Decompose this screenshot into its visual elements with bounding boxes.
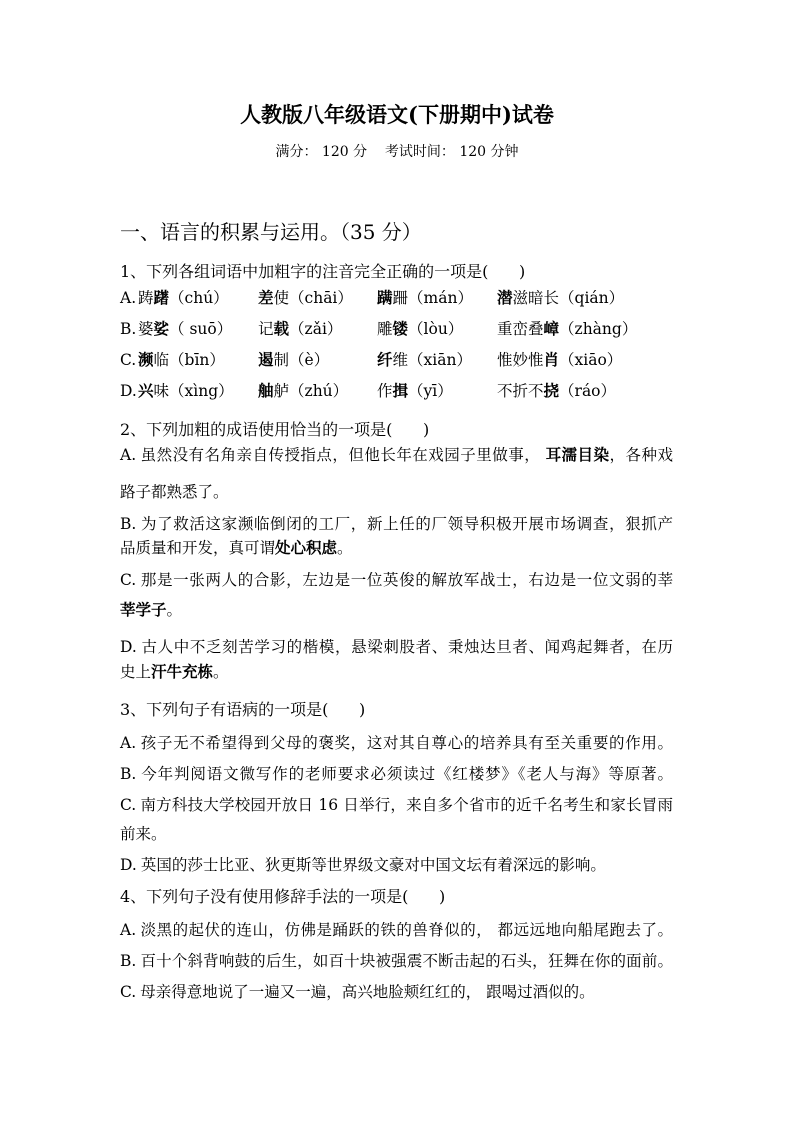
- option-label: C.: [120, 796, 137, 814]
- pinyin: （mán）: [408, 289, 473, 307]
- pinyin: （lòu）: [408, 320, 464, 338]
- question-1-option-a: [0, 287, 794, 309]
- question-4-option-b: [120, 950, 673, 972]
- option-text: ，各种戏: [609, 446, 673, 464]
- question-2-option-b-line-1: [120, 513, 673, 535]
- bold-character: 舳: [258, 381, 274, 400]
- pinyin: （ suō）: [169, 320, 233, 338]
- pinyin: （xiān）: [408, 351, 472, 369]
- option-text: 。: [166, 601, 183, 619]
- pinyin: （bīn）: [169, 351, 225, 369]
- bold-idiom: 汗牛充栋: [151, 662, 214, 681]
- question-3-stem: 3、下列句子有语病的一项是( ): [120, 700, 366, 719]
- pinyin: （xìng）: [169, 382, 234, 400]
- question-3-option-a: [120, 732, 673, 754]
- word-text: 临: [153, 351, 170, 369]
- word-text: 制: [273, 351, 290, 369]
- word-text: 舻: [273, 382, 290, 400]
- question-2-option-d-line-2: [120, 661, 229, 683]
- question-4-option-c: [120, 981, 595, 1003]
- question-2-option-a-line-2: 路子都熟悉了。: [120, 483, 229, 501]
- word-text: 作: [377, 382, 393, 400]
- bold-character: 嶂: [543, 319, 560, 338]
- question-3-option-c-line-1: [120, 794, 673, 816]
- word-text: 不折不: [497, 382, 544, 400]
- option-word: [138, 318, 232, 340]
- option-label: C.: [120, 983, 137, 1001]
- pinyin: （zhú）: [289, 382, 349, 400]
- question-2-option-b-line-2: [120, 537, 353, 559]
- bold-character: 兴: [138, 381, 154, 400]
- option-word: [377, 287, 473, 309]
- question-2-option-c-line-2: [120, 599, 182, 621]
- option-text: 百十个斜背响鼓的后生，如百十块被强震不断击起的石头，狂舞在你的面前。: [140, 952, 673, 970]
- word-text: 维: [392, 351, 409, 369]
- question-4-option-a: [120, 919, 673, 941]
- bold-character: 遏: [258, 350, 274, 369]
- option-word: [258, 287, 353, 309]
- option-word: [377, 349, 472, 371]
- word-text: 踌: [138, 289, 154, 307]
- question-1-option-c: [0, 349, 794, 371]
- option-label: C.: [120, 571, 137, 589]
- option-text: 南方科技大学校园开放日 16 日举行，来自多个省市的近千名考生和家长冒雨: [140, 796, 673, 814]
- exam-subtitle: 满分： 120 分 考试时间： 120 分钟: [275, 144, 519, 160]
- bold-character: 挠: [543, 381, 560, 400]
- question-1-stem: 1、下列各组词语中加粗字的注音完全正确的一项是( ): [120, 262, 526, 281]
- pinyin: （xiāo）: [559, 351, 623, 369]
- option-label: B.: [120, 515, 137, 533]
- question-2-option-d-line-1: [120, 636, 673, 658]
- word-text: 使: [273, 289, 290, 307]
- option-label: D.: [120, 856, 137, 874]
- bold-character: 娑: [153, 319, 170, 338]
- pinyin: （qián）: [559, 289, 625, 307]
- option-text: 古人中不乏刻苦学习的楷模，悬梁刺股者、秉烛达旦者、闻鸡起舞者，在历: [140, 638, 673, 656]
- word-text: 滋暗长: [512, 289, 560, 307]
- option-text: 孩子无不希望得到父母的褒奖，这对其自尊心的培养具有至关重要的作用。: [140, 734, 673, 752]
- word-text: 记: [258, 320, 274, 338]
- bold-character: 镂: [392, 319, 409, 338]
- option-label: B.: [120, 952, 137, 970]
- bold-character: 纤: [377, 350, 393, 369]
- option-word: [138, 287, 229, 309]
- question-3-option-d: [120, 854, 606, 876]
- option-word: [377, 380, 453, 402]
- bold-character: 潜: [497, 288, 513, 307]
- question-2-option-a-line-1: [120, 444, 673, 466]
- bold-character: 差: [258, 288, 274, 307]
- option-word: [258, 318, 342, 340]
- pinyin: （è）: [289, 351, 330, 369]
- option-text: 虽然没有名角亲自传授指点，但他长年在戏园子里做事，: [140, 446, 546, 464]
- exam-title: 人教版八年级语文(下册期中)试卷: [240, 102, 554, 127]
- option-label: D.: [120, 382, 137, 400]
- option-word: [258, 380, 348, 402]
- option-text: 品质量和开发，真可谓: [120, 539, 276, 557]
- option-word: [377, 318, 463, 340]
- question-2-stem: 2、下列加粗的成语使用恰当的一项是( ): [120, 420, 430, 439]
- pinyin: （ráo）: [559, 382, 617, 400]
- option-label: A.: [120, 921, 137, 939]
- question-3-option-c-line-2: 前来。: [120, 825, 167, 843]
- word-text: 婆: [138, 320, 154, 338]
- option-label: B.: [120, 320, 137, 338]
- question-1-option-b: [0, 318, 794, 340]
- option-word: [138, 380, 234, 402]
- pinyin: （zhàng）: [559, 320, 638, 338]
- pinyin: （chú）: [169, 289, 229, 307]
- bold-character: 揖: [392, 381, 409, 400]
- question-2-option-c-line-1: [120, 569, 673, 591]
- bold-idiom: 耳濡目染: [545, 445, 610, 464]
- option-text: 母亲得意地说了一遍又一遍，高兴地脸颊红红的， 跟喝过酒似的。: [140, 983, 595, 1001]
- bold-idiom: 处心积虑: [275, 538, 338, 557]
- option-word: [497, 287, 624, 309]
- option-text: 今年判阅语文微写作的老师要求必须读过《红楼梦》《老人与海》等原著。: [140, 765, 673, 783]
- option-text: 。: [337, 539, 353, 557]
- option-label: C.: [120, 351, 137, 369]
- option-word: [497, 318, 637, 340]
- option-word: [497, 349, 622, 371]
- option-text: 为了救活这家濒临倒闭的工厂，新上任的厂领导积极开展市场调查，狠抓产: [140, 515, 673, 533]
- word-text: 跚: [392, 289, 409, 307]
- option-text: 淡黑的起伏的连山，仿佛是踊跃的铁的兽脊似的， 都远远地向船尾跑去了。: [140, 921, 673, 939]
- option-label: B.: [120, 765, 137, 783]
- option-label: A.: [120, 446, 137, 464]
- option-label: A.: [120, 289, 137, 307]
- bold-character: 蹒: [377, 288, 393, 307]
- bold-character: 载: [273, 319, 290, 338]
- question-4-stem: 4、下列句子没有使用修辞手法的一项是( ): [120, 887, 446, 906]
- option-text: 英国的莎士比亚、狄更斯等世界级文豪对中国文坛有着深远的影响。: [140, 856, 606, 874]
- option-text: 那是一张两人的合影，左边是一位英俊的解放军战士，右边是一位文弱的莘: [140, 571, 673, 589]
- option-word: [258, 349, 329, 371]
- option-text: 。: [213, 663, 229, 681]
- option-text: 史上: [120, 663, 152, 681]
- pinyin: （yī）: [408, 382, 453, 400]
- pinyin: （zǎi）: [289, 320, 343, 338]
- option-label: D.: [120, 638, 137, 656]
- word-text: 惟妙惟: [497, 351, 544, 369]
- bold-idiom: 莘学子: [120, 600, 167, 619]
- section-heading: 一、语言的积累与运用。（35 分）: [120, 220, 422, 244]
- word-text: 雕: [377, 320, 393, 338]
- option-label: A.: [120, 734, 137, 752]
- question-3-option-b: [120, 763, 673, 785]
- bold-character: 躇: [153, 288, 170, 307]
- word-text: 味: [153, 382, 170, 400]
- option-word: [497, 380, 616, 402]
- bold-character: 濒: [138, 350, 154, 369]
- pinyin: （chāi）: [289, 289, 353, 307]
- bold-character: 肖: [543, 350, 560, 369]
- word-text: 重峦叠: [497, 320, 544, 338]
- question-1-option-d: [0, 380, 794, 402]
- option-word: [138, 349, 225, 371]
